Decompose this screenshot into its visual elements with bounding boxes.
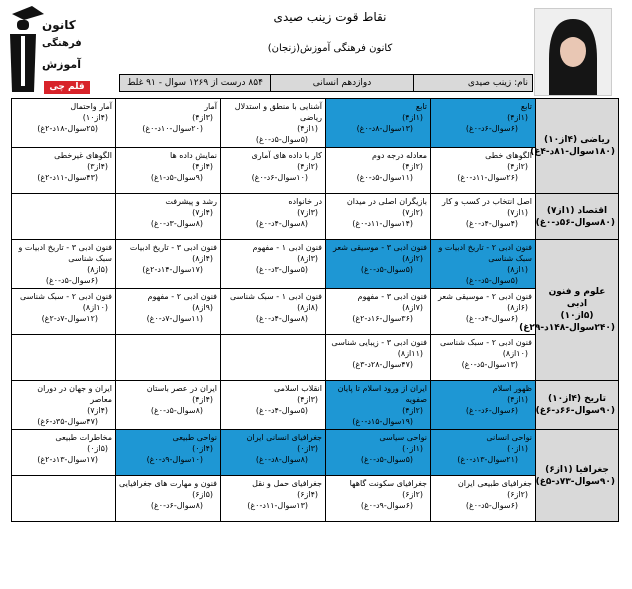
topic-rank: (۴از۷) [87, 406, 108, 415]
topic-rank: (۴از۷) [192, 208, 213, 217]
topic-rank: (۴از۴) [192, 395, 213, 404]
student-grade: دوازدهم انسانی [270, 75, 413, 91]
topic-rank: (۴از۴) [192, 162, 213, 171]
topic-name: فنون ادبی ۲ - تاریخ ادبیات و سبک شناسی [438, 243, 532, 263]
topic-rank: (۵از۰) [87, 444, 108, 453]
topic-rank: (۸از۸) [297, 303, 318, 312]
table-row [12, 430, 619, 476]
topic-result: (۱۳سوال-۱۱د-۰غ) [247, 501, 308, 510]
topic-cell [326, 335, 431, 381]
topic-cell [326, 148, 431, 194]
topic-rank: (۱۰از۸) [82, 303, 108, 312]
page-title: نقاط قوت زینب صیدی [273, 10, 387, 24]
topic-result: (۱۳سوال-۵د-۰غ) [461, 360, 518, 369]
topic-cell [116, 430, 221, 476]
topic-rank: (۴از۱۰) [82, 113, 108, 122]
topic-result: (۴۷سوال-۳۵د-۶غ) [37, 417, 98, 426]
topic-cell [221, 289, 326, 335]
topic-result: (۶سوال-۴د-۰غ) [465, 314, 518, 323]
topic-cell [221, 335, 326, 381]
topic-result: (۸سوال-۸د-۰غ) [255, 455, 308, 464]
topic-name: نمایش داده ها [170, 151, 217, 160]
topic-name: آمار واحتمال [70, 102, 112, 111]
subject-cell [530, 99, 619, 194]
topic-name: جغرافیای انسانی ایران [246, 433, 322, 442]
subject-name: علوم و فنون ادبی [548, 287, 606, 309]
topic-name: الگوهای خطی [485, 151, 532, 160]
logo-line1: کانون [42, 18, 76, 32]
topic-result: (۵سوال-۴د-۰غ) [255, 406, 308, 415]
topic-name: رشد و پیشرفت [165, 197, 217, 206]
topic-cell [116, 381, 221, 430]
topic-rank: (۱از۴) [507, 113, 528, 122]
topic-name: بازیگران اصلی در میدان [346, 197, 427, 206]
topic-result: (۱۹سوال-۱۵د-۰غ) [352, 417, 413, 426]
topic-name: فنون ادبی ۲ - سبک شناسی [439, 338, 532, 347]
topic-result: (۶سوال-۹د-۰غ) [360, 501, 413, 510]
topic-result: (۲۶سوال-۱۱د-۰غ) [457, 173, 518, 182]
topic-result: (۵سوال-۵د-۰غ) [360, 265, 413, 274]
subject-stat: (۹۰سوال-۷۳د-۵غ) [535, 476, 615, 487]
topic-name: جغرافیای حمل و نقل [252, 479, 322, 488]
topic-cell [326, 240, 431, 289]
topic-rank: (۳از۴) [192, 113, 213, 122]
topic-result: (۱۲سوال-۷د-۲غ) [41, 314, 98, 323]
topic-result: (۱۱سوال-۷د-۰غ) [146, 314, 203, 323]
topic-cell [431, 240, 536, 289]
topic-cell [431, 148, 536, 194]
topic-result: (۲۱سوال-۱۳د-۰غ) [457, 455, 518, 464]
topic-cell [221, 99, 326, 148]
topic-name: فنون ادبی ۱ - مفهوم [252, 243, 322, 252]
topic-result: (۸سوال-۴د-۰غ) [255, 314, 308, 323]
topic-result: (۱۷سوال-۱۳د-۲غ) [37, 455, 98, 464]
topic-rank: (۱از۷) [507, 208, 528, 217]
topic-name: فنون ادبی ۲ - موسیقی شعر [437, 292, 532, 301]
topic-cell [431, 194, 536, 240]
topic-rank: (۱۱از۸) [397, 349, 423, 358]
topic-result: (۹سوال-۵د-۱غ) [150, 173, 203, 182]
topic-cell [12, 430, 116, 476]
topic-cell [116, 476, 221, 522]
table-row [12, 240, 619, 289]
topic-cell [326, 99, 431, 148]
topic-result: (۸سوال-۴د-۰غ) [255, 219, 308, 228]
topic-rank: (۱از۴) [402, 113, 423, 122]
topic-name: فنون ادبی ۳ - موسیقی شعر [332, 243, 427, 252]
student-photo [534, 8, 612, 96]
topic-cell [221, 381, 326, 430]
topic-rank: (۲از۸) [402, 254, 423, 263]
topic-result: (۸سوال-۵د-۰غ) [150, 406, 203, 415]
subject-stat: (۹۰سوال-۶۶د-۶غ) [535, 406, 615, 416]
topic-result: (۶سوال-۵د-۰غ) [45, 276, 98, 285]
topic-result: (۶سوال-۵د-۰غ) [465, 501, 518, 510]
topic-rank: (۲از۶) [402, 490, 423, 499]
topic-name: نواحی انسانی [486, 433, 532, 442]
student-name: نام: زینب صیدی [413, 75, 532, 91]
topic-rank: (۱از۸) [507, 265, 528, 274]
topic-cell [431, 381, 536, 430]
subject-cell [536, 194, 619, 240]
topic-cell [116, 194, 221, 240]
topic-name: آمار [204, 102, 217, 111]
topic-rank: (۷از۸) [402, 303, 423, 312]
kanoon-logo [4, 4, 90, 96]
topic-name: فنون ادبی ۲ - مفهوم [147, 292, 217, 301]
student-info-bar [119, 74, 533, 92]
strengths-table [11, 98, 618, 589]
topic-result: (۱۰سوال-۹د-۰غ) [146, 455, 203, 464]
topic-cell [221, 476, 326, 522]
topic-rank: (۱از۴) [507, 395, 528, 404]
logo-badge: قلم چی [44, 81, 90, 94]
topic-name: فنون ادبی ۳ - تاریخ ادبیات [129, 243, 217, 252]
topic-name: جغرافیای طبیعی ایران [457, 479, 532, 488]
topic-result: (۸سوال-۶د-۰غ) [150, 501, 203, 510]
topic-cell [12, 99, 116, 148]
subject-stat: (۸۰سوال-۵۶د-۰غ) [535, 217, 615, 228]
subject-stat: (۱۸۰سوال-۸۱د-۴غ) [530, 147, 615, 157]
topic-result: (۵سوال-۵د-۰غ) [360, 455, 413, 464]
topic-name: نواحی سیاسی [379, 433, 427, 442]
topic-name: ظهور اسلام [492, 384, 532, 393]
topic-rank: (۲از۴) [402, 162, 423, 171]
subject-name: ریاضی (۴از۱۰) [544, 135, 610, 145]
topic-rank: (۱از۰) [507, 444, 528, 453]
topic-rank: (۱۰از۸) [502, 349, 528, 358]
topic-name: در خانواده [288, 197, 322, 206]
topic-name: تابع [520, 102, 532, 111]
subject-name: جغرافیا (۱از۶) [545, 464, 609, 475]
topic-name: ایران و جهان در دوران معاصر [37, 384, 112, 404]
table-row [12, 476, 619, 522]
portrait-icon [535, 9, 611, 95]
topic-cell [326, 476, 431, 522]
topic-name: ایران از ورود اسلام تا پایان صفویه [337, 384, 427, 404]
topic-result: (۱۱سوال-۵د-۰غ) [356, 173, 413, 182]
logo-line3: آموزش [42, 58, 81, 71]
topic-result: (۱۷سوال-۱۴د-۲غ) [142, 265, 203, 274]
topic-name: فنون ادبی ۲ - سبک شناسی [19, 292, 112, 301]
topic-cell [12, 194, 116, 240]
topic-cell [431, 99, 536, 148]
topic-rank: (۱از۰) [402, 444, 423, 453]
topic-result: (۵سوال-۵د-۰غ) [465, 276, 518, 285]
topic-rank: (۴از۳) [87, 162, 108, 171]
topic-rank: (۹از۸) [192, 303, 213, 312]
topic-name: اصل انتخاب در کسب و کار [442, 197, 532, 206]
table-row [12, 194, 619, 240]
topic-name: معادله درجه دوم [372, 151, 427, 160]
topic-rank: (۳از۴) [297, 395, 318, 404]
topic-result: (۵سوال-۳د-۰غ) [255, 265, 308, 274]
topic-result: (۵سوال-۵د-۰غ) [255, 135, 308, 144]
topic-cell [116, 335, 221, 381]
topic-result: (۸سوال-۳د-۰غ) [150, 219, 203, 228]
topic-cell [431, 430, 536, 476]
topic-cell [12, 476, 116, 522]
topic-rank: (۴از۰) [192, 444, 213, 453]
subject-name: اقتصاد (۱از۷) [546, 205, 608, 216]
table-row [12, 381, 619, 430]
topic-name: الگوهای غیرخطی [54, 151, 112, 160]
topic-rank: (۲از۷) [402, 208, 423, 217]
topic-result: (۱۴سوال-۱۱د-۰غ) [352, 219, 413, 228]
topic-name: کار با داده های آماری [251, 151, 322, 160]
topic-rank: (۳از۸) [297, 254, 318, 263]
topic-rank: (۱از۴) [297, 124, 318, 133]
topic-result: (۴۳سوال-۱۱د-۲غ) [37, 173, 98, 182]
topic-cell [12, 335, 116, 381]
topic-name: جغرافیای سکونت گاهها [349, 479, 427, 488]
topic-result: (۲۵سوال-۱۸د-۲غ) [37, 124, 98, 133]
topic-result: (۲۰سوال-۱۰د-۰غ) [142, 124, 203, 133]
topic-name: انقلاب اسلامی [274, 384, 322, 393]
topic-cell [326, 194, 431, 240]
subject-cell [536, 381, 619, 430]
topic-rank: (۴از۶) [297, 490, 318, 499]
topic-rank: (۵از۸) [87, 265, 108, 274]
topic-cell [12, 240, 116, 289]
topic-rank: (۲از۶) [507, 490, 528, 499]
topic-result: (۶سوال-۶د-۰غ) [465, 406, 518, 415]
topic-name: آشنایی با منطق و استدلال ریاضی [234, 102, 322, 122]
logo-line2: فرهنگی [42, 38, 82, 49]
topic-cell [12, 381, 116, 430]
topic-name: فنون ادبی ۳ - تاریخ ادبیات و سبک شناسی [18, 243, 112, 263]
graduate-figure-icon [4, 4, 44, 94]
topic-cell [326, 289, 431, 335]
subject-cell [519, 240, 619, 381]
topic-name: فنون ادبی ۱ - سبک شناسی [229, 292, 322, 301]
table-row [12, 335, 619, 381]
topic-cell [116, 99, 221, 148]
table-row [12, 99, 619, 148]
topic-cell [326, 381, 431, 430]
topic-cell [326, 430, 431, 476]
topic-name: فنون ادبی ۳ - زیبایی شناسی [331, 338, 427, 347]
topic-name: نواحی طبیعی [172, 433, 217, 442]
topic-result: (۶سوال-۶د-۰غ) [465, 124, 518, 133]
page-subtitle: کانون فرهنگی آموزش(زنجان) [267, 43, 393, 54]
student-stats: ۸۵۴ درست از ۱۲۶۹ سوال - ۹۱ غلط [127, 78, 263, 88]
topic-cell [221, 194, 326, 240]
topic-name: ایران در عصر باستان [146, 384, 217, 393]
topic-result: (۱۳سوال-۸د-۰غ) [356, 124, 413, 133]
topic-cell [431, 476, 536, 522]
topic-cell [221, 240, 326, 289]
topic-name: مخاطرات طبیعی [55, 433, 112, 442]
topic-cell [221, 430, 326, 476]
topic-rank: (۶از۸) [507, 303, 528, 312]
topic-rank: (۳از۰) [297, 444, 318, 453]
topic-cell [12, 148, 116, 194]
topic-cell [12, 289, 116, 335]
topic-rank: (۵از۶) [192, 490, 213, 499]
topic-rank: (۲از۴) [402, 406, 423, 415]
subject-cell [536, 430, 619, 522]
subject-stat: (۵از۱۰) (۲۴۰سوال-۱۴۸د-۲۹غ) [519, 311, 615, 333]
topic-cell [116, 240, 221, 289]
topic-rank: (۲از۴) [297, 162, 318, 171]
topic-name: فنون و مهارت های جغرافیایی [118, 479, 217, 488]
topic-result: (۱۰سوال-۶د-۰غ) [251, 173, 308, 182]
topic-name: تابع [415, 102, 427, 111]
subject-name: تاریخ (۴از۱۰) [548, 394, 606, 404]
table-row [12, 148, 619, 194]
topic-cell [116, 289, 221, 335]
topic-cell [116, 148, 221, 194]
topic-rank: (۳از۷) [297, 208, 318, 217]
topic-name: فنون ادبی ۳ - مفهوم [357, 292, 427, 301]
topic-result: (۴۷سوال-۲۸د-۳غ) [352, 360, 413, 369]
topic-cell [431, 335, 536, 381]
topic-rank: (۴از۸) [192, 254, 213, 263]
topic-rank: (۲از۴) [507, 162, 528, 171]
topic-result: (۴سوال-۴د-۰غ) [465, 219, 518, 228]
topic-cell [221, 148, 326, 194]
topic-result: (۳۶سوال-۱۶د-۲غ) [352, 314, 413, 323]
